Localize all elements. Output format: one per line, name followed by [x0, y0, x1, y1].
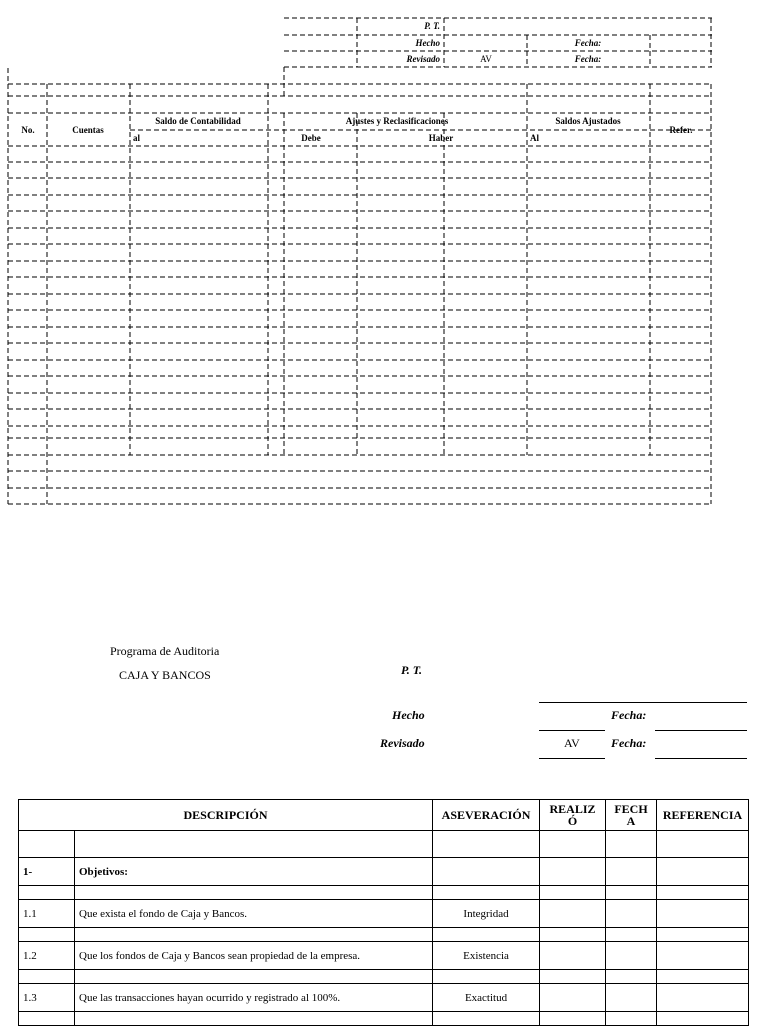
table-row	[19, 984, 749, 1012]
row-description: Que las transacciones hayan ocurrido y registrado al 100%.	[75, 984, 433, 1012]
audit-program-table	[18, 799, 749, 1026]
program-pt-label: P. T.	[401, 663, 423, 677]
table-row	[19, 942, 749, 970]
col-cuentas-header: Cuentas	[72, 125, 104, 135]
col-saldos-al: Al	[530, 133, 539, 143]
header-fecha: FECH A	[606, 800, 657, 831]
row-number: 1.1	[19, 900, 75, 928]
program-fecha-label-1: Fecha:	[611, 708, 647, 722]
row-assertion: Exactitud	[433, 984, 540, 1012]
section-number: 1-	[19, 858, 75, 886]
ws-revisado-label: Revisado	[406, 54, 440, 64]
table-row-section	[19, 858, 749, 886]
ws-fecha-label-1: Fecha:	[574, 38, 602, 48]
program-revisado-label: Revisado	[380, 736, 425, 750]
signoff-line-revisado	[539, 758, 605, 759]
table-row	[19, 900, 749, 928]
col-saldo-contabilidad-header: Saldo de Contabilidad	[155, 116, 241, 126]
col-haber-header: Haber	[428, 133, 454, 143]
header-referencia: REFERENCIA	[657, 800, 749, 831]
section-title: Objetivos:	[75, 858, 433, 886]
signoff-line-hecho	[539, 730, 605, 731]
ws-hecho-label: Hecho	[415, 38, 440, 48]
table-row-spacer	[19, 928, 749, 942]
table-row-spacer	[19, 970, 749, 984]
col-refer-header: Refer.	[669, 125, 693, 135]
row-description: Que exista el fondo de Caja y Bancos.	[75, 900, 433, 928]
row-assertion: Integridad	[433, 900, 540, 928]
program-reviewer-initials: AV	[564, 736, 580, 750]
ws-reviewer-initials: AV	[480, 54, 492, 64]
table-header-row	[19, 800, 749, 831]
ws-fecha-label-2: Fecha:	[574, 54, 602, 64]
header-realizo: REALIZ Ó	[540, 800, 606, 831]
program-title: Programa de Auditoria	[110, 644, 220, 658]
program-fecha-label-2: Fecha:	[611, 736, 647, 750]
signoff-line-fecha-1	[655, 730, 747, 731]
signoff-line-fecha-2	[655, 758, 747, 759]
program-subtitle: CAJA Y BANCOS	[119, 668, 211, 682]
header-descripcion: DESCRIPCIÓN	[19, 800, 433, 831]
table-row-spacer	[19, 1012, 749, 1026]
row-assertion: Existencia	[433, 942, 540, 970]
table-row-blank	[19, 831, 749, 858]
col-saldos-ajustados-header: Saldos Ajustados	[555, 116, 621, 126]
signoff-line-top	[539, 702, 747, 703]
col-no-header: No.	[21, 125, 35, 135]
ws-pt-label: P. T.	[424, 21, 440, 31]
table-row-spacer	[19, 886, 749, 900]
col-debe-header: Debe	[301, 133, 321, 143]
header-aseveracion: ASEVERACIÓN	[433, 800, 540, 831]
col-ajustes-header: Ajustes y Reclasificaciones	[345, 116, 449, 126]
col-saldo-al: al	[133, 133, 141, 143]
program-hecho-label: Hecho	[392, 708, 425, 722]
row-number: 1.3	[19, 984, 75, 1012]
row-number: 1.2	[19, 942, 75, 970]
row-description: Que los fondos de Caja y Bancos sean propiedad de la empresa.	[75, 942, 433, 970]
